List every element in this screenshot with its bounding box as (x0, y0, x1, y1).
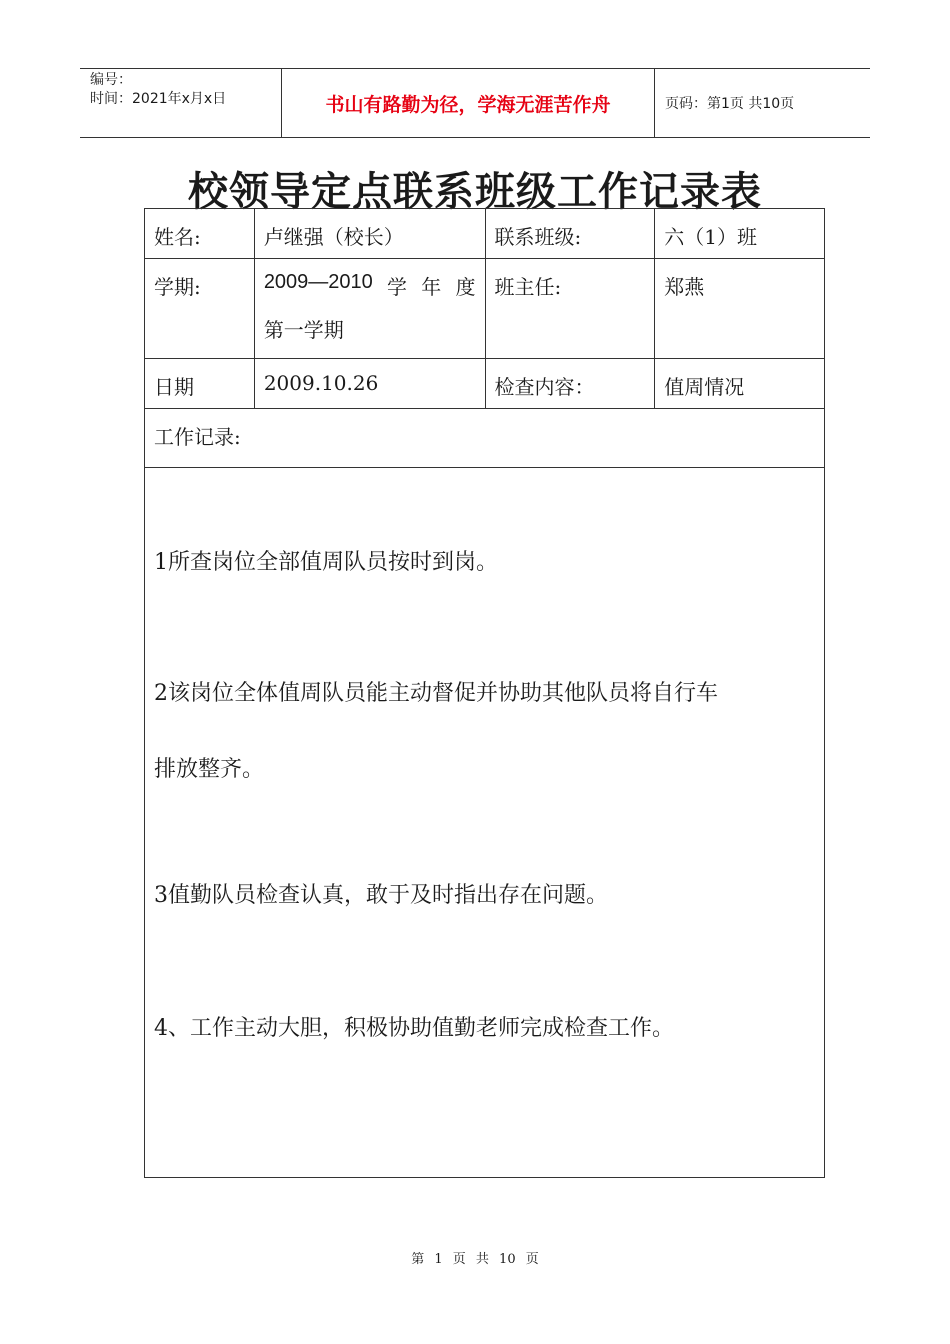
table-row (145, 409, 825, 468)
document-title: 校领导定点联系班级工作记录表 (188, 168, 762, 215)
teacher-label: 班主任: (485, 259, 655, 359)
record-item-1: 1所查岗位全部值周队员按时到岗。 (154, 550, 498, 575)
record-item-3: 3值勤队员检查认真，敢于及时指出存在问题。 (154, 883, 608, 908)
record-table (144, 208, 825, 1178)
date-value: 2009.10.26 (254, 359, 485, 409)
table-row (145, 359, 825, 409)
time-label: 时间：2021年x月x日 (90, 91, 227, 107)
term-line-1 (264, 271, 476, 300)
number-label: 编号： (90, 72, 132, 88)
term-char-3: 度 (455, 277, 476, 299)
check-value: 值周情况 (655, 359, 825, 409)
table-row (145, 209, 825, 259)
term-value (254, 259, 485, 359)
term-char-1: 学 (387, 277, 408, 299)
table-row (145, 468, 825, 1178)
record-item-2-cont: 排放整齐。 (154, 757, 265, 782)
term-years: 2009—2010 (263, 271, 373, 293)
class-value: 六（1）班 (655, 209, 825, 259)
page-header (80, 68, 870, 138)
term-line-2: 第一学期 (263, 318, 344, 342)
teacher-value: 郑燕 (655, 259, 825, 359)
term-label: 学期: (145, 259, 255, 359)
header-motto: 书山有路勤为径，学海无涯苦作舟 (282, 69, 655, 137)
page-footer: 第 1 页 共 10 页 (411, 1252, 539, 1267)
check-label: 检查内容： (485, 359, 655, 409)
record-item-4: 4、工作主动大胆，积极协助值勤老师完成检查工作。 (154, 1016, 674, 1041)
date-label: 日期 (145, 359, 255, 409)
name-value: 卢继强（校长） (254, 209, 485, 259)
header-page-label: 页码：第1页 共10页 (665, 96, 795, 112)
record-item-2: 2该岗位全体值周队员能主动督促并协助其他队员将自行车 (154, 681, 718, 706)
name-label: 姓名: (145, 209, 255, 259)
table-row (145, 259, 825, 359)
record-label: 工作记录: (145, 409, 825, 468)
record-content (145, 468, 825, 1178)
header-meta (80, 69, 282, 137)
term-char-2: 年 (421, 277, 442, 299)
class-label: 联系班级: (485, 209, 655, 259)
